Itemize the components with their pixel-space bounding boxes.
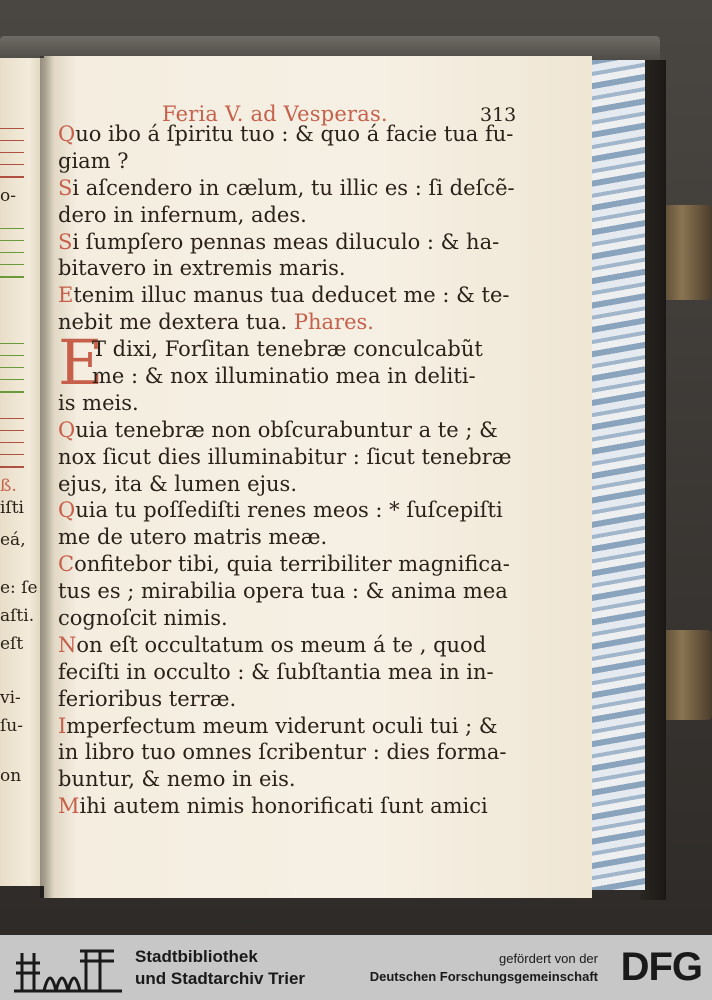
dfg-logo: DFG [620, 945, 702, 989]
rubricated-initial: M [58, 794, 80, 819]
text-line [58, 766, 524, 793]
line-text: nebit me dextera tua. [58, 310, 288, 335]
left-fragment: iſti [0, 498, 24, 518]
text-line [58, 713, 524, 740]
text-line [58, 524, 524, 551]
left-fragment: on [0, 766, 22, 786]
line-text: me : & nox illuminatio mea in deliti- [92, 364, 476, 389]
music-staff [0, 418, 24, 468]
rubricated-initial: E [58, 283, 74, 308]
psalm-text [58, 121, 524, 820]
rubricated-initial: I [58, 713, 67, 738]
text-line [58, 551, 524, 578]
line-text: i aſcendero in cælum, tu illic es : ſi deſcẽ- [72, 175, 515, 200]
line-text: is meis. [58, 390, 139, 415]
line-text: uo ibo á ſpiritu tuo : & quo á facie tua fu- [75, 122, 514, 146]
library-name-line2: und Stadtarchiv Trier [135, 969, 306, 988]
line-text: T dixi, Forſitan tenebræ conculcabũt [92, 337, 483, 362]
line-text: giam ? [58, 148, 129, 173]
book-clasp-lower [662, 630, 712, 720]
text-line [58, 390, 524, 417]
line-text: tus es ; mirabilia opera tua : & anima mea [58, 579, 508, 604]
trier-library-logo-icon [14, 943, 124, 993]
left-fragment: eſt [0, 634, 24, 654]
rubricated-initial: Q [58, 417, 76, 442]
text-line [58, 282, 524, 309]
footer-bar [0, 935, 712, 1000]
left-fragment: vi- [0, 688, 21, 708]
text-line [58, 229, 524, 256]
rubricated-initial: S [58, 229, 73, 254]
rubricated-initial: N [58, 632, 77, 657]
text-line [58, 255, 524, 282]
line-text: ferioribus terræ. [58, 686, 237, 711]
text-line [58, 686, 524, 713]
funding-organisation: Deutschen Forschungsgemeinschaft [369, 969, 598, 984]
line-text: uia tu poſſediſti renes meos : * ſuſcepiſti [75, 498, 503, 523]
text-line [58, 793, 524, 820]
rubric-label: Phares. [287, 310, 374, 335]
rubricated-initial: Q [58, 122, 76, 146]
left-fragment: ß. [0, 476, 17, 496]
text-line [58, 336, 524, 363]
text-line [58, 121, 524, 148]
text-line [58, 605, 524, 632]
funding-note: gefördert von der [498, 951, 598, 966]
music-staff [0, 343, 24, 393]
rubricated-initial: C [58, 552, 75, 577]
music-staff [0, 128, 24, 178]
text-line [58, 578, 524, 605]
rubricated-initial: Q [58, 498, 76, 523]
text-line [58, 739, 524, 766]
line-text: ihi autem nimis honorificati ſunt amici [79, 794, 488, 819]
left-fragment: aſti. [0, 606, 35, 626]
marbled-page-edges [584, 60, 645, 890]
rubricated-initial: S [58, 175, 73, 200]
page-number: 313 [480, 104, 517, 126]
line-text: on eſt occultatum os meum á te , quod [76, 632, 487, 657]
line-text: mperfectum meum viderunt oculi tui ; & [66, 713, 498, 738]
spine-shadow [40, 56, 54, 898]
text-line [58, 659, 524, 686]
left-fragment: o- [0, 186, 16, 206]
running-head: Feria V. ad Vesperas. [162, 102, 388, 126]
line-text: nox ſicut dies illuminabitur : ſicut tenebræ [58, 444, 512, 469]
line-text: me de utero matris meæ. [58, 525, 328, 550]
line-text: buntur, & nemo in eis. [58, 767, 296, 792]
text-line [58, 444, 524, 471]
text-line [58, 417, 524, 444]
line-text: ejus, ita & lumen ejus. [58, 471, 298, 496]
text-line [58, 202, 524, 229]
line-text: tenim illuc manus tua deducet me : & te- [73, 283, 510, 308]
text-line [58, 363, 524, 390]
text-line [58, 148, 524, 175]
text-line [58, 632, 524, 659]
text-line [58, 309, 524, 336]
line-text: cognoſcit nimis. [58, 606, 228, 631]
text-line [58, 497, 524, 524]
left-fragment: eá, [0, 530, 26, 550]
drop-capital: E [58, 326, 104, 399]
line-text: in libro tuo omnes ſcribentur : dies forma- [58, 740, 507, 765]
line-text: uia tenebræ non obſcurabuntur a te ; & [75, 417, 498, 442]
line-text: feciſti in occulto : & ſubſtantia mea in in- [58, 659, 494, 684]
line-text: i ſumpſero pennas meas diluculo : & ha- [72, 229, 500, 254]
left-fragment: ſu- [0, 716, 23, 736]
text-line [58, 175, 524, 202]
line-text: onfitebor tibi, quia terribiliter magnifica- [74, 552, 510, 577]
left-fragment: e: ſe [0, 578, 38, 598]
music-staff [0, 228, 24, 278]
book-clasp-upper [662, 205, 712, 300]
text-line [58, 471, 524, 498]
library-name: Stadtbibliothek [135, 947, 258, 966]
line-text: bitavero in extremis maris. [58, 256, 346, 281]
line-text: dero in infernum, ades. [58, 202, 307, 227]
